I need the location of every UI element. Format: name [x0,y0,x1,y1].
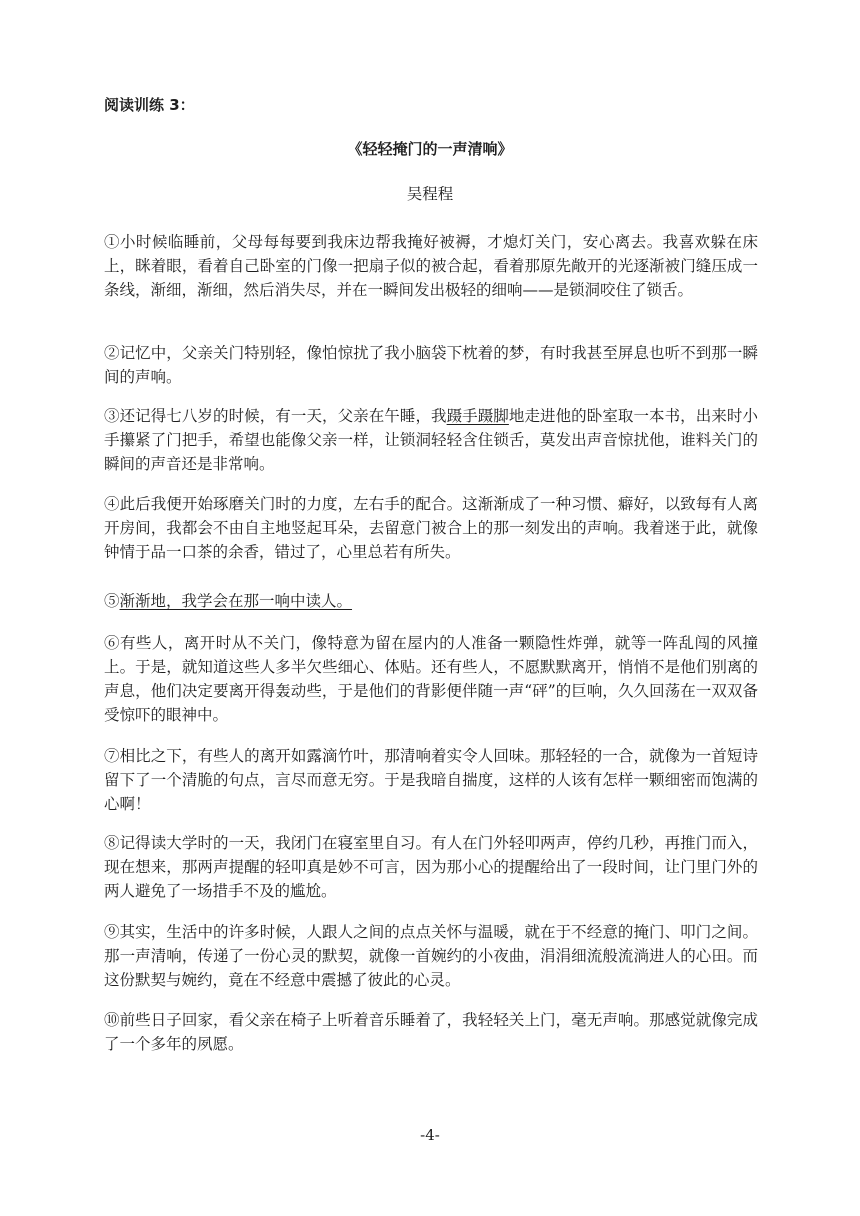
paragraph-1 [104,230,758,302]
paragraph-number: ④ [104,495,120,513]
paragraph-5 [104,589,758,613]
article-title: 《轻轻掩门的一声清响》 [347,140,513,158]
paragraph-text: 记得读大学时的一天，我闭门在寝室里自习。有人在门外轻叩两声，停约几秒，再推门而入，现在想来，那两声提醒的轻叩真是妙不可言，因为那小心的提醒给出了一段时间，让门里门外的两人避免了一场措手不及的尴尬。 [104,834,758,900]
paragraph-number: ⑥ [104,634,120,652]
page-number: -4- [420,1126,440,1144]
paragraph-number: ⑨ [104,923,120,941]
paragraph-text: 此后我便开始琢磨关门时的力度，左右手的配合。这渐渐成了一种习惯、癖好，以致每有人离开房间，我都会不由自主地竖起耳朵，去留意门被合上的那一刻发出的声响。我着迷于此，就像钟情于品一口茶的余香，错过了，心里总若有所失。 [104,495,758,561]
paragraph-number: ② [104,344,120,362]
paragraph-8 [104,831,758,903]
paragraph-6 [104,631,758,727]
paragraph-4 [104,492,758,564]
paragraph-text: 小时候临睡前，父母每每要到我床边帮我掩好被褥，才熄灯关门，安心离去。我喜欢躲在床上，眯着眼，看着自己卧室的门像一把扇子似的被合起，看着那原先敞开的光逐渐被门缝压成一条线，渐细，渐细，然后消失尽，并在一瞬间发出极轻的细响——是锁洞咬住了锁舌。 [104,233,758,299]
paragraph-10 [104,1008,758,1056]
paragraph-text-before: 还记得七八岁的时候，有一天，父亲在午睡，我 [119,407,447,425]
paragraph-number: ⑩ [104,1011,120,1029]
paragraph-text: 有些人，离开时从不关门，像特意为留在屋内的人准备一颗隐性炸弹，就等一阵乱闯的风撞上。于是，就知道这些人多半欠些细心、体贴。还有些人，不愿默默离开，悄悄不是他们别离的声息，他们决定要离开得轰动些，于是他们的背影便伴随一声“砰”的巨响，久久回荡在一双双备受惊吓的眼神中。 [104,634,758,724]
paragraph-number: ⑧ [104,834,120,852]
paragraph-number: ③ [104,407,120,425]
paragraph-7 [104,744,758,816]
paragraph-text-after: 地走进他的卧室取一本书，出来时小手攥紧了门把手，希望也能像父亲一样，让锁洞轻轻含住锁舌，莫发出声音惊扰他，谁料关门的瞬间的声音还是非常响。 [104,407,758,473]
paragraph-9 [104,920,758,992]
paragraph-text: 相比之下，有些人的离开如露滴竹叶，那清响着实令人回味。那轻轻的一合，就像为一首短诗留下了一个清脆的句点，言尽而意无穷。于是我暗自揣度，这样的人该有怎样一颗细密而饱满的心啊！ [104,747,758,813]
paragraph-text: 记忆中，父亲关门特别轻，像怕惊扰了我小脑袋下枕着的梦，有时我甚至屏息也听不到那一瞬间的声响。 [104,344,758,386]
paragraph-text: 其实，生活中的许多时候，人跟人之间的点点关怀与温暖，就在于不经意的掩门、叩门之间。那一声清响，传递了一份心灵的默契，就像一首婉约的小夜曲，涓涓细流般流淌进人的心田。而这份默契与婉约，竟在不经意中震撼了彼此的心灵。 [104,923,758,989]
underlined-sentence: 渐渐地，我学会在那一响中读人。 [119,592,353,610]
paragraph-number: ⑤ [104,592,120,610]
section-heading: 阅读训练 3： [104,96,195,114]
paragraph-text: 前些日子回家，看父亲在椅子上听着音乐睡着了，我轻轻关上门，毫无声响。那感觉就像完成了一个多年的夙愿。 [104,1011,758,1053]
paragraph-2 [104,341,758,389]
underlined-phrase: 蹑手蹑脚 [446,407,509,425]
paragraph-3 [104,404,758,476]
paragraph-number: ⑦ [104,747,120,765]
paragraph-number: ① [104,233,120,251]
article-author: 吴程程 [406,185,454,203]
